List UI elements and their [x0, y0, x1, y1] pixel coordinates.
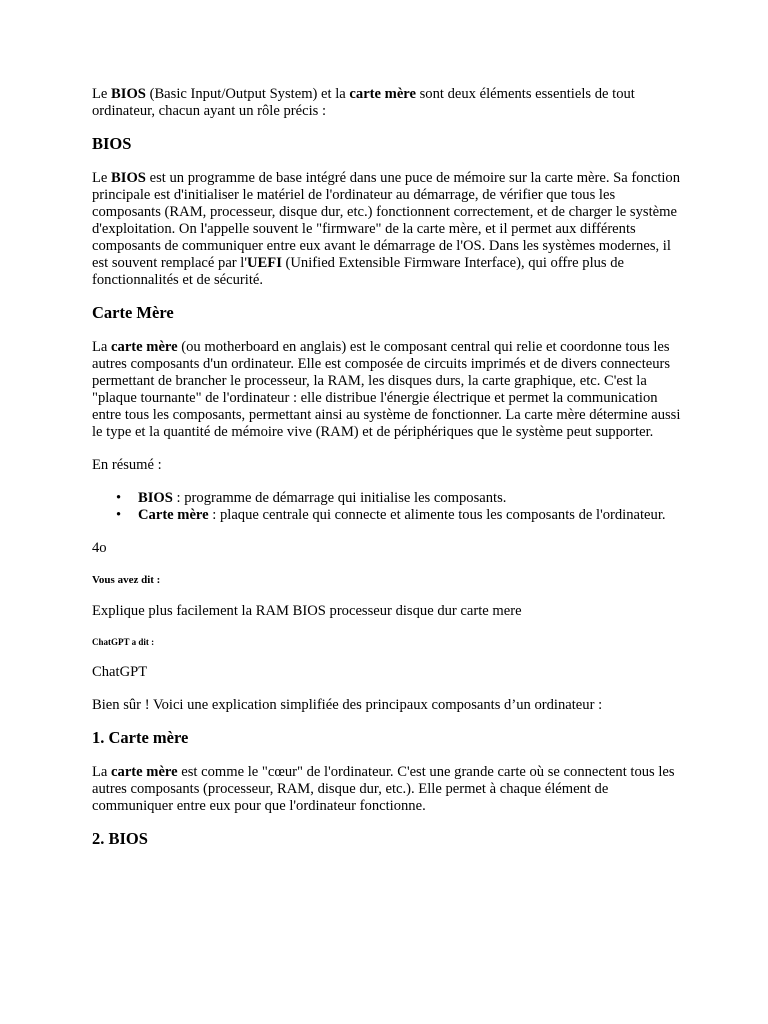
bios-text-3: (Unified Extensible Firmware Interface), qui offre plus de fonctionnalités et de sécurité.: [92, 255, 625, 288]
bios-text-2: est un programme de base intégré dans une puce de mémoire sur la carte mère. Sa fonction principale est d'initialiser le matériel de l'ordinateur au démarrage, de vérifier que tous les composants (RAM, processeur, disque dur, etc.) fonctionnent correctement, et de charger le système d'exploitation. On l'appelle souvent le "firmware" de la carte mère, et il permet aux différents composants de communiquer entre eux avant le démarrage de l'OS. Dans les systèmes modernes, il est souvent remplacé par l': [92, 170, 681, 271]
intro-bold-bios: BIOS: [111, 86, 146, 102]
intro-text-3: sont deux éléments essentiels de tout ordinateur, chacun ayant un rôle précis :: [92, 86, 635, 119]
user-label: Vous avez dit :: [92, 574, 161, 586]
user-message: Explique plus facilement la RAM BIOS processeur disque dur carte mere: [92, 603, 522, 619]
assistant-label: ChatGPT a dit :: [92, 637, 155, 647]
section-1-heading: 1. Carte mère: [92, 728, 189, 747]
model-label: 4o: [92, 540, 107, 556]
section-2-heading: 2. BIOS: [92, 829, 148, 848]
bios-heading: BIOS: [92, 134, 132, 153]
intro-bold-carte-mere: carte mère: [349, 86, 416, 102]
bios-text-1: Le: [92, 170, 112, 186]
list-item-text: : programme de démarrage qui initialise les composants.: [172, 490, 507, 506]
list-item-term: Carte mère: [138, 507, 209, 523]
bios-paragraph: [92, 170, 684, 289]
bios-bold-uefi: UEFI: [247, 255, 282, 271]
carte-bold-carte-mere: carte mère: [111, 339, 178, 355]
carte-text-2: (ou motherboard en anglais) est le composant central qui relie et coordonne tous les autres composants d'un ordinateur. Elle est composée de circuits imprimés et de divers connecteurs permettant de brancher le processeur, la RAM, les disques durs, la carte graphique, etc. C'est la "plaque tournante" de l'ordinateur : elle distribue l'énergie électrique et permet la communication entre tous les composants, permettant ainsi au système de fonctionner. La carte mère détermine aussi le type et la quantité de mémoire vive (RAM) et de périphériques que le système peut supporter.: [92, 339, 681, 440]
carte-text-1: La: [92, 339, 112, 355]
s1-text-1: La: [92, 764, 112, 780]
carte-mere-paragraph: [92, 339, 684, 441]
assistant-name: ChatGPT: [92, 664, 148, 680]
list-item: [138, 490, 684, 507]
intro-text-2: (Basic Input/Output System) et la: [145, 86, 350, 102]
list-item-text: : plaque centrale qui connecte et alimente tous les composants de l'ordinateur.: [208, 507, 666, 523]
bios-bold-bios: BIOS: [111, 170, 146, 186]
intro-paragraph: [92, 86, 684, 120]
section-1-paragraph: [92, 764, 684, 815]
resume-label: En résumé :: [92, 457, 162, 473]
document-page: [92, 86, 684, 849]
carte-mere-heading: Carte Mère: [92, 303, 174, 322]
s1-bold-carte-mere: carte mère: [111, 764, 178, 780]
list-item: [138, 507, 684, 524]
intro-text-1: Le: [92, 86, 112, 102]
answer-intro: Bien sûr ! Voici une explication simplifiée des principaux composants d’un ordinateur :: [92, 697, 603, 713]
summary-list: [92, 490, 684, 524]
s1-text-2: est comme le "cœur" de l'ordinateur. C'est une grande carte où se connectent tous les autres composants (processeur, RAM, disque dur, etc.). Elle permet à chaque élément de communiquer entre eux pour que l'ordinateur fonctionne.: [92, 764, 675, 814]
list-item-term: BIOS: [138, 490, 173, 506]
